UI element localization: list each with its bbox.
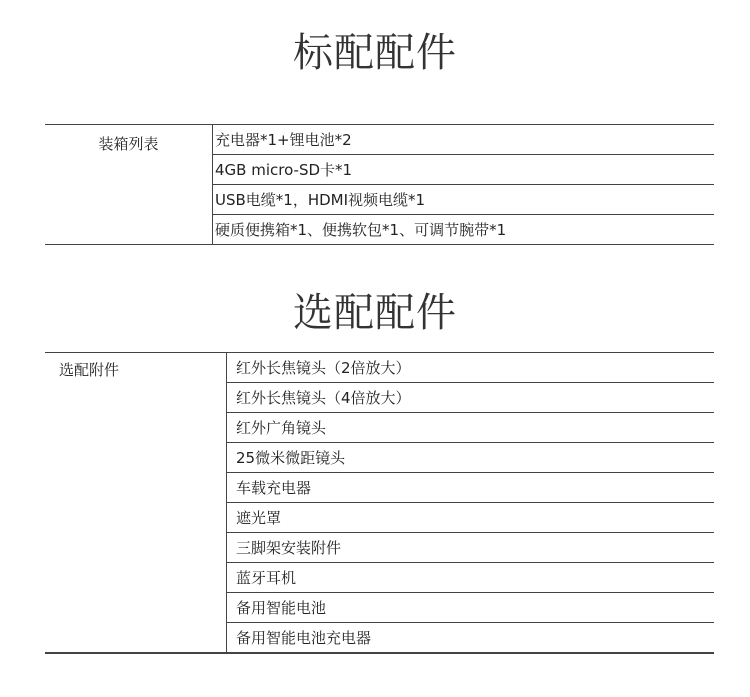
list-item: 红外长焦镜头（2倍放大）	[227, 353, 715, 383]
list-item: 硬质便携箱*1、便携软包*1、可调节腕带*1	[215, 221, 507, 239]
list-item: 红外广角镜头	[227, 413, 715, 443]
list-item: 车载充电器	[227, 473, 715, 503]
table-row	[45, 353, 714, 383]
list-item: 备用智能电池充电器	[236, 629, 372, 647]
list-item: 充电器*1+锂电池*2	[213, 125, 715, 155]
list-item: 25微米微距镜头	[227, 443, 715, 473]
packing-list-label: 装箱列表	[45, 125, 213, 245]
standard-accessories-table	[45, 124, 714, 245]
list-item: 红外长焦镜头（4倍放大）	[227, 383, 715, 413]
list-item: 遮光罩	[227, 503, 715, 533]
standard-accessories-title: 标配配件	[293, 30, 457, 76]
optional-accessories-table	[45, 352, 714, 654]
table-row	[45, 125, 714, 155]
list-item: USB电缆*1，HDMI视频电缆*1	[213, 185, 715, 215]
list-item: 4GB micro-SD卡*1	[213, 155, 715, 185]
list-item: 三脚架安装附件	[227, 533, 715, 563]
list-item: 蓝牙耳机	[227, 563, 715, 593]
optional-accessories-title: 选配配件	[293, 290, 457, 336]
optional-accessories-label: 选配附件	[45, 353, 227, 654]
list-item: 备用智能电池	[227, 593, 715, 623]
